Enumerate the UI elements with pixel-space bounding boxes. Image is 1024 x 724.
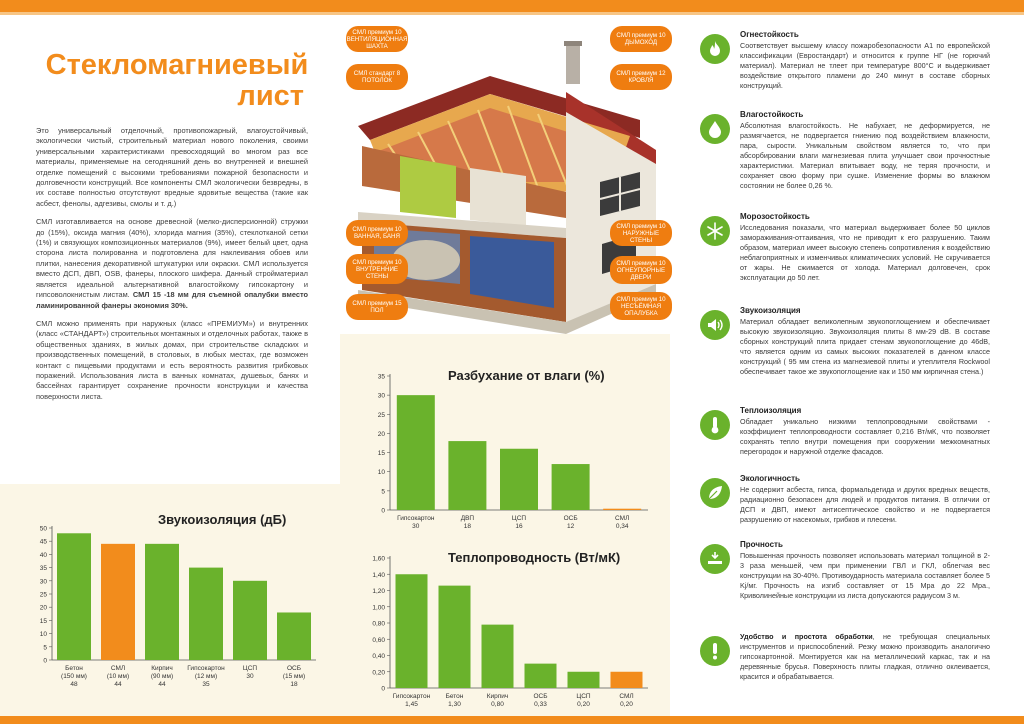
callout-bathroom: СМЛ премиум 10 ВАННАЯ, БАНЯ	[346, 220, 408, 246]
intro-paragraph: СМЛ можно применять при наружных (класс «ПРЕМИУМ») и внутренних (класс «СТАНДАРТ») строительных монтажных и отделочных работах, также в общественных зданиях, в жилых домах, при строительстве складских и производственных помещений, в столовых, в любых местах, где возможен контакт с пищевыми продуктами и есть вероятность развития грибковых поражений. Использования листа в ванных комнатах, душевых, банях и бассейнах гарантирует сохранение прочности конструкции и качества поверхности листа.	[36, 318, 308, 401]
category-label: ОСБ	[286, 665, 302, 672]
category-label: ЦСП	[242, 665, 258, 672]
callout-chimney: СМЛ премиум 10 ДЫМОХОД	[610, 26, 672, 52]
y-tick-label: 1,20	[372, 588, 385, 595]
category-label: ДВП	[460, 515, 475, 522]
feature-text: Повышенная прочность позволяет использовать материал толщиной в 2-3 раза меньшей, чем при применении ГВЛ и ГКЛ, облегчая вес конструкции на 30-40%. Противоударность материала составляет более 5 Kj/мг. Прочность на изгиб составляет от 15 Мра до 22 Мра., Криволинейные конструкции из листа допускаются радиусом 3 м.	[740, 551, 990, 600]
feature-ecology	[700, 474, 1000, 534]
category-label: Бетон	[65, 665, 83, 672]
y-tick-label: 35	[377, 373, 385, 381]
y-tick-label: 40	[39, 551, 47, 559]
bar-value-label: 0,80	[491, 701, 504, 708]
feature-text-rest: , не требующая специальных инструментов и приспособлений. Резку можно производить аналогично гипсокартонной. Монтируется как на металлический каркас, так и на деревянные брусья. Поверхность плиты гладкая, отлично оклеивается, красится и обрабатывается.	[740, 632, 990, 681]
category-label: СМЛ	[619, 693, 634, 700]
category-label: Кирпич	[486, 693, 509, 700]
bar-value-label: 18	[463, 523, 472, 530]
bar-value-label: 1,30	[448, 701, 461, 708]
y-tick-label: 0	[381, 685, 385, 693]
y-tick-label: 25	[377, 411, 385, 419]
flame-icon	[700, 34, 730, 64]
intro-paragraph: Это универсальный отделочный, противопожарный, влагоустойчивый, экологически чистый, строительный материал нового поколения, своими универсальными характеристиками превосходящий во многом раз все материалы, применяемые на сегодняшний день во внутренней и внешней отделке помещений с высокими требованиями пожарной безопасности и долговечности конструкций. Все компоненты СМЛ экологически безвредны, в их составе полностью отсутствуют вредные ядовитые вещества (такие как асбест, фенолы, адгезивы, смолы и т. д.)	[36, 126, 308, 208]
feature-title: Морозостойкость	[740, 212, 810, 221]
category-label: Бетон	[445, 693, 464, 700]
feature-text	[740, 632, 990, 682]
feature-fire-resistance	[700, 30, 1000, 110]
y-tick-label: 5	[43, 644, 47, 652]
thermometer-icon	[700, 410, 730, 440]
y-tick-label: 45	[39, 538, 47, 546]
callout-fireproof-doors: СМЛ премиум 10 ОГНЕУПОРНЫЕ ДВЕРИ	[610, 256, 672, 284]
feature-moisture-resistance	[700, 110, 1000, 210]
water-drop-icon	[700, 114, 730, 144]
feature-title: Звукоизоляция	[740, 306, 801, 315]
callout-interior-walls: СМЛ премиум 10 ВНУТРЕННИЕ СТЕНЫ	[346, 254, 408, 284]
feature-title: Теплоизоляция	[740, 406, 802, 415]
y-tick-label: 0,60	[372, 636, 385, 644]
y-tick-label: 20	[377, 430, 385, 438]
feature-text: Материал обладает великолепным звукопоглощением и обеспечивает высокую звукоизоляцию. Звукоизоляция плиты 8 мм-29 dB. В составе сборных конструкций плита придает стенам звукопоглощение до 46dB, что является одним из самых высоких показателей в данном классе конструкций ( 95 мм стена из магнезиевой плиты и утеплителя Rockwool обеспечивает такое же звукопоглощение как и 150 мм кирпичная стена.)	[740, 317, 990, 376]
category-label: СМЛ	[615, 515, 630, 522]
category-label: Гипсокартон	[392, 693, 431, 700]
y-tick-label: 1,40	[372, 571, 385, 579]
chart-title: Теплопроводность (Вт/мК)	[448, 550, 621, 565]
category-label: Гипсокартон	[187, 665, 225, 672]
feature-title: Влагостойкость	[740, 110, 804, 119]
y-tick-label: 10	[377, 469, 385, 477]
intro-highlight: СМЛ 15 -18 мм для съемной опалубки вместо ламинированной фанеры экономия 30%.	[36, 290, 308, 310]
bar-value-label: 0,33	[534, 701, 547, 708]
callout-ceiling: СМЛ стандарт 8 ПОТОЛОК	[346, 64, 408, 90]
callout-ventilation-shaft: СМЛ премиум 10 ВЕНТИЛЯЦИОННАЯ ШАХТА	[346, 26, 408, 52]
callout-exterior-walls: СМЛ премиум 10 НАРУЖНЫЕ СТЕНЫ	[610, 220, 672, 246]
title-line-1: Стекломагниевый	[45, 49, 309, 81]
y-tick-label: 0	[381, 507, 385, 515]
category-label: СМЛ	[110, 665, 126, 672]
y-tick-label: 35	[39, 565, 47, 573]
title-line-2: лист	[237, 80, 304, 112]
y-tick-label: 5	[381, 488, 385, 496]
category-label: (15 мм)	[282, 673, 306, 680]
bar-value-label: 30	[412, 523, 420, 530]
leaf-icon	[700, 478, 730, 508]
y-tick-label: 30	[39, 578, 47, 586]
category-label: Кирпич	[151, 665, 173, 672]
feature-easy-processing	[700, 632, 1000, 702]
category-label: (10 мм)	[106, 673, 130, 680]
bar-value-label: 0,20	[620, 701, 633, 708]
y-tick-label: 0	[43, 657, 47, 665]
snowflake-icon	[700, 216, 730, 246]
bar-value-label: 48	[70, 681, 78, 688]
feature-sound-insulation	[700, 306, 1000, 406]
bar	[439, 586, 471, 688]
category-label: ЦСП	[511, 515, 527, 522]
speaker-icon	[700, 310, 730, 340]
category-label: ОСБ	[563, 515, 578, 522]
feature-frost-resistance	[700, 212, 1000, 302]
chart-title: Разбухание от влаги (%)	[448, 368, 605, 383]
feature-text: Исследования показали, что материал выдерживает более 50 циклов замораживания-оттаивания, что не приводит к его разрушению. Таким образом, материал имеет высокую степень сопротивления к воздействию неблагоприятных и изменчивых климатических условий. Не скручивается от жары. Не сжимается от холода. Материал долговечен, срок эксплуатации до 50 лет.	[740, 223, 990, 282]
bar-value-label: 1,45	[405, 701, 418, 708]
bar-value-label: 30	[246, 673, 254, 680]
intro-paragraph-text: СМЛ изготавливается на основе древесной (мелко-дисперсионной) стружки до (15%), оксида магния (40%), хлорида магния (35%), стеклотканой сетки (1%) и связующих композиционных материалов (9%), имеет белый цвет, одна сторона листа полированна и подготовлена для наклеивания обоев или плитки, нанесения декоративной штукатурки или окраски. СМЛ используется вместо ДСП, ДВП, OSB, фанеры, плоского шифера. Данный стройматериал является идеальной альтернативной влагостойкому гипсокартону и гипсоволокнистым листам.	[36, 217, 308, 300]
bar-value-label: 35	[202, 681, 210, 688]
category-label: (12 мм)	[194, 673, 218, 680]
callout-roof: СМЛ премиум 12 КРОВЛЯ	[610, 64, 672, 90]
y-tick-label: 1,00	[372, 604, 385, 612]
y-tick-label: 50	[39, 525, 47, 533]
exclamation-icon	[700, 636, 730, 666]
y-tick-label: 20	[39, 604, 47, 612]
callout-floor: СМЛ премиум 15 ПОЛ	[346, 294, 408, 320]
category-label: Гипсокартон	[397, 515, 435, 522]
bar	[396, 574, 428, 688]
y-tick-label: 25	[39, 591, 47, 599]
category-label: ОСБ	[533, 693, 548, 700]
feature-title: Огнестойкость	[740, 30, 799, 39]
weight-press-icon	[700, 544, 730, 574]
y-tick-label: 1,60	[372, 555, 385, 563]
bar	[525, 664, 557, 688]
bar-value-label: 0,34	[615, 523, 629, 530]
feature-strength	[700, 540, 1000, 620]
feature-title: Прочность	[740, 540, 783, 549]
bar	[568, 672, 600, 688]
feature-text: Абсолютная влагостойкость. Не набухает, не деформируется, не размягчается, не подвергается гниению под воздействием влажности, пара, сырости. Уникальным свойством является то, что при абсорбировании влаги магнезиевая плита улучшает свои прочностные характеристики. Материал впитывает воду, не теряя прочности, и сохраняет свою форму при сушке. Изменение формы во влажном состоянии не более 0,26 %.	[740, 121, 990, 190]
feature-text: Обладает уникально низкими теплопроводными свойствами - коэффициент теплопроводности составляет 0,216 Вт/мК, что позволяет сохранять тепло внутри помещения при сооружении межкомнатных перегородок и наружной отделке фасадов.	[740, 417, 990, 456]
y-tick-label: 15	[39, 617, 47, 625]
feature-text: Не содержит асбеста, гипса, формальдегида и других вредных веществ, радиационно безопасен для людей и продуктов питания. В отличии от ДСП и ДВП, имеют антисептическое свойство и не подвергается разрушению от насекомых, грибков и плесени.	[740, 485, 990, 524]
bar-value-label: 12	[566, 523, 575, 530]
feature-title: Экологичность	[740, 474, 800, 483]
bar	[611, 672, 643, 688]
bar-value-label: 0,20	[577, 701, 590, 708]
category-label: (90 мм)	[150, 673, 174, 680]
bar-value-label: 44	[114, 681, 122, 688]
bar-value-label: 18	[290, 681, 298, 688]
y-tick-label: 10	[39, 631, 47, 639]
category-label: (150 мм)	[61, 673, 87, 680]
feature-text: Соответствует высшему классу пожаробезопасности А1 по европейской классификации (Евростандарт) и относится к группе НГ (не горючий материал). Материал не тлеет при температуре 800°С и выдерживает воздействие открытого пламени до 240 минут в составе сборных конструкций.	[740, 41, 990, 90]
callout-formwork: СМЛ премиум 10 НЕСЪЁМНАЯ ОПАЛУБКА	[610, 292, 672, 320]
feature-title: Удобство и простота обработки	[740, 632, 873, 641]
y-tick-label: 30	[377, 392, 385, 400]
feature-thermal-insulation	[700, 406, 1000, 466]
category-label: ЦСП	[576, 693, 591, 700]
y-tick-label: 0,80	[372, 620, 385, 628]
bar	[482, 625, 514, 688]
y-tick-label: 15	[377, 450, 385, 458]
y-tick-label: 0,20	[372, 669, 385, 677]
chart-title: Звукоизоляция (дБ)	[158, 512, 287, 527]
bar-value-label: 16	[515, 523, 523, 530]
bar-value-label: 44	[158, 681, 166, 688]
y-tick-label: 0,40	[372, 653, 385, 660]
